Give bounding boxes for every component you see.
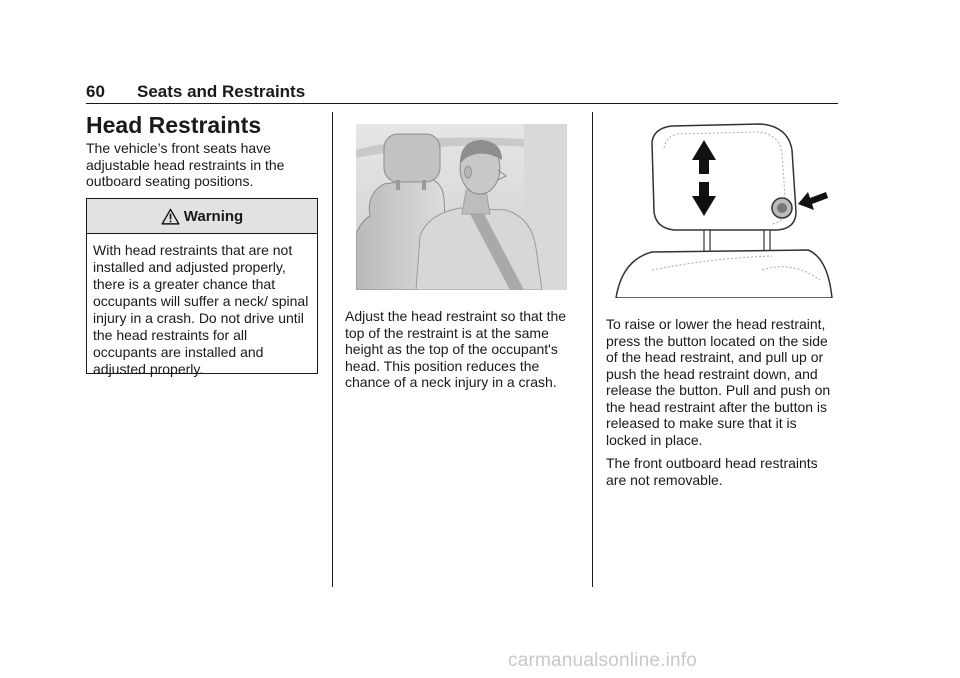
warning-triangle-icon (161, 208, 180, 225)
warning-box (86, 198, 318, 377)
adjust-paragraph: Adjust the head restraint so that the top of the restraint is at the same height as the top of the occupant's head. This position reduces the chance of a neck injury in a crash. (345, 308, 567, 390)
column-divider-right (592, 112, 593, 587)
not-removable-paragraph: The front outboard head restraints are not removable. (606, 455, 818, 488)
watermark: carmanualsonline.info (508, 650, 698, 671)
head-restraint-adjustment-illustration (612, 120, 834, 298)
warning-title: Warning (183, 207, 244, 225)
middle-column-text (345, 308, 581, 391)
right-column-text (606, 316, 838, 488)
header-rule (86, 103, 838, 104)
page-number: 60 (86, 82, 105, 101)
page-header (86, 82, 838, 104)
section-title: Seats and Restraints (137, 82, 306, 101)
page-title: Head Restraints (86, 112, 262, 138)
warning-text: With head restraints that are not installed and adjusted properly, there is a greater chance that occupants will suffer a neck/ spinal injury in a crash. Do not drive until the head restraints for all occupants are installed and adjusted properly. (93, 242, 309, 377)
raise-lower-paragraph: To raise or lower the head restraint, press the button located on the side of the head restraint, and pull up or push the head restraint down, and release the button. Pull and push on the head restraint after the button is released to make sure that it is locked in place. (606, 316, 831, 448)
left-column (86, 112, 320, 190)
occupant-seated-illustration (356, 124, 567, 290)
column-divider-left (332, 112, 333, 587)
warning-header (87, 199, 317, 234)
intro-paragraph: The vehicle’s front seats have adjustable head restraints in the outboard seating positions. (86, 140, 285, 189)
